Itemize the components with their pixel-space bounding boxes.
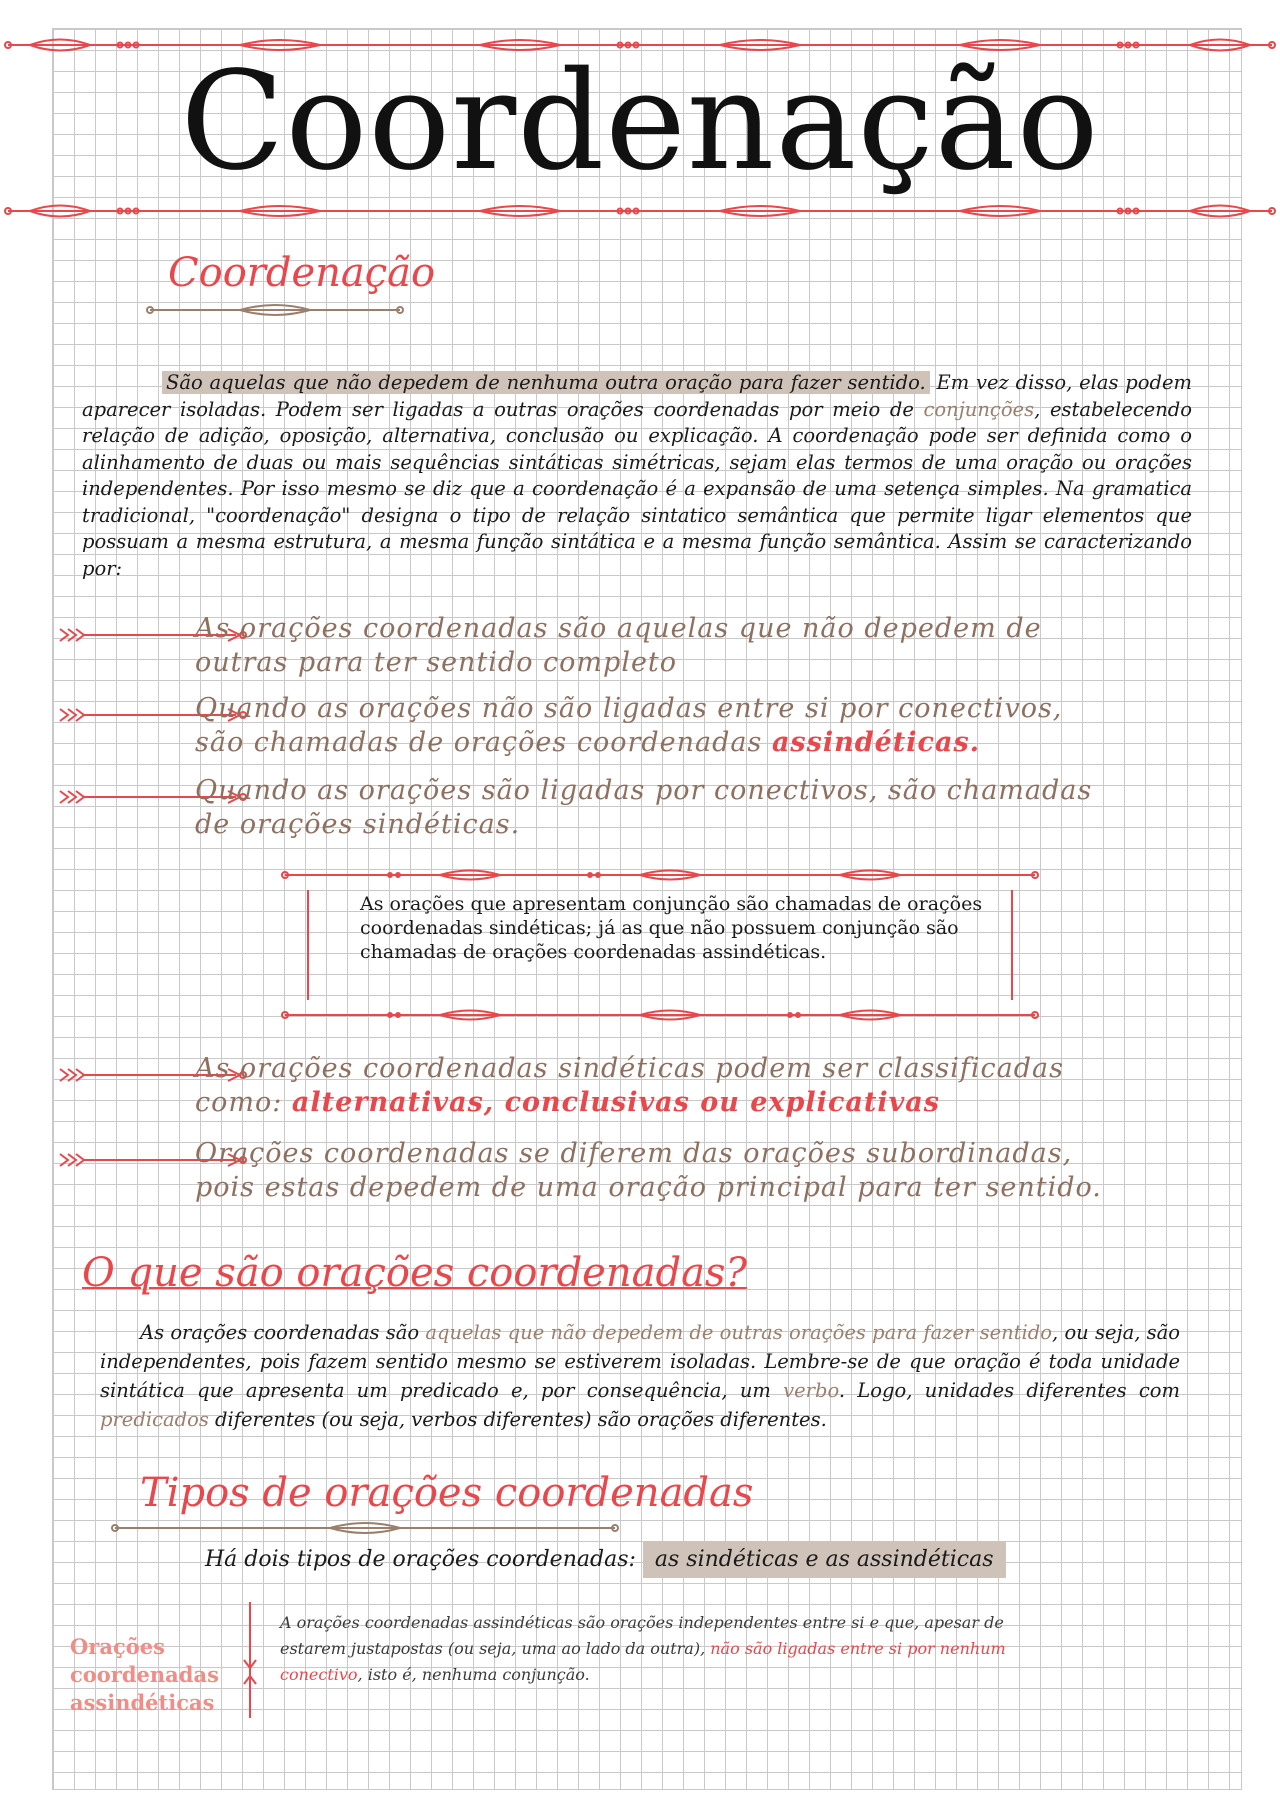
- ornament-title-divider: [0, 196, 1280, 226]
- bullet-2: Quando as orações não são ligadas entre si por conectivos, são chamadas de orações coordenadas assindéticas.: [195, 693, 1063, 758]
- what-paragraph: As orações coordenadas são aquelas que não depedem de outras orações para fazer sentido, ou seja, são independentes, pois fazem sentido mesmo se estiverem isoladas. Lembre-se de que oração é toda unidade sintática que apresenta um predicado e, por consequência, um verbo. Logo, unidades diferentes com predicados diferentes (ou seja, verbos diferentes) são orações diferentes.: [100, 1321, 1180, 1431]
- section-heading-coordenacao: Coordenação: [168, 250, 436, 296]
- side-label-assindeticas: Orações coordenadas assindéticas: [70, 1634, 219, 1715]
- assindeticas-definition: A orações coordenadas assindéticas são orações independentes entre si e que, apesar de estarem justapostas (ou seja, uma ao lado da outra), não são ligadas entre si por nenhum conectivo, isto é, nenhuma conjunção.: [280, 1613, 1006, 1684]
- types-highlight: as sindéticas e as assindéticas: [643, 1541, 1006, 1578]
- section-heading-what: O que são orações coordenadas?: [82, 1250, 747, 1296]
- types-intro: Há dois tipos de orações coordenadas: as sindéticas e as assindéticas: [205, 1547, 1006, 1572]
- bullet-4: As orações coordenadas sindéticas podem ser classificadas como: alternativas, conclusivas ou explicativas: [195, 1053, 1064, 1118]
- conjuncoes-word: conjunções: [923, 397, 1035, 421]
- intro-highlight: São aquelas que não depedem de nenhuma outra oração para fazer sentido.: [162, 371, 930, 394]
- bullet-3: Quando as orações são ligadas por conectivos, são chamadas de orações sindéticas.: [195, 775, 1093, 840]
- no-connective-highlight: não são ligadas entre si por nenhum conectivo: [280, 1639, 1006, 1684]
- section-heading-types: Tipos de orações coordenadas: [140, 1470, 754, 1516]
- vertical-bracket-arrow: [240, 1600, 260, 1720]
- bullet-1: As orações coordenadas são aquelas que não depedem de outras para ter sentido completo: [195, 613, 1042, 678]
- intro-paragraph: São aquelas que não depedem de nenhuma outra oração para fazer sentido. Em vez disso, elas podem aparecer isoladas. Podem ser ligadas a outras orações coordenadas por meio de conjunções, estabelecendo relação de adição, oposição, alternativa, conclusão ou explicação. A coordenação pode ser definida como o alinhamento de duas ou mais sequências sintáticas simétricas, sejam elas termos de uma oração ou orações independentes. Por isso mesmo se diz que a coordenação é a expansão de uma setença simples. Na gramatica tradicional, "coordenação" designa o tipo de relação sintatico semântica que permite ligar elementos que possuam a mesma estrutura, a mesma função sintática e a mesma função semântica. Assim se caracterizando por:: [82, 371, 1192, 580]
- types-underline-ornament: [110, 1518, 620, 1538]
- classification-highlight: alternativas, conclusivas ou explicativas: [291, 1087, 940, 1118]
- definition-box-text: As orações que apresentam conjunção são chamadas de orações coordenadas sindéticas; já as que não possuem conjunção são chamadas de orações coordenadas assindéticas.: [360, 893, 983, 963]
- page-title: Coordenação: [180, 43, 1100, 201]
- assindeticas-highlight: assindéticas.: [771, 727, 981, 758]
- heading-underline-ornament: [145, 300, 405, 320]
- bullet-5: Orações coordenadas se diferem das orações subordinadas, pois estas depedem de uma oração principal para ter sentido.: [195, 1138, 1102, 1203]
